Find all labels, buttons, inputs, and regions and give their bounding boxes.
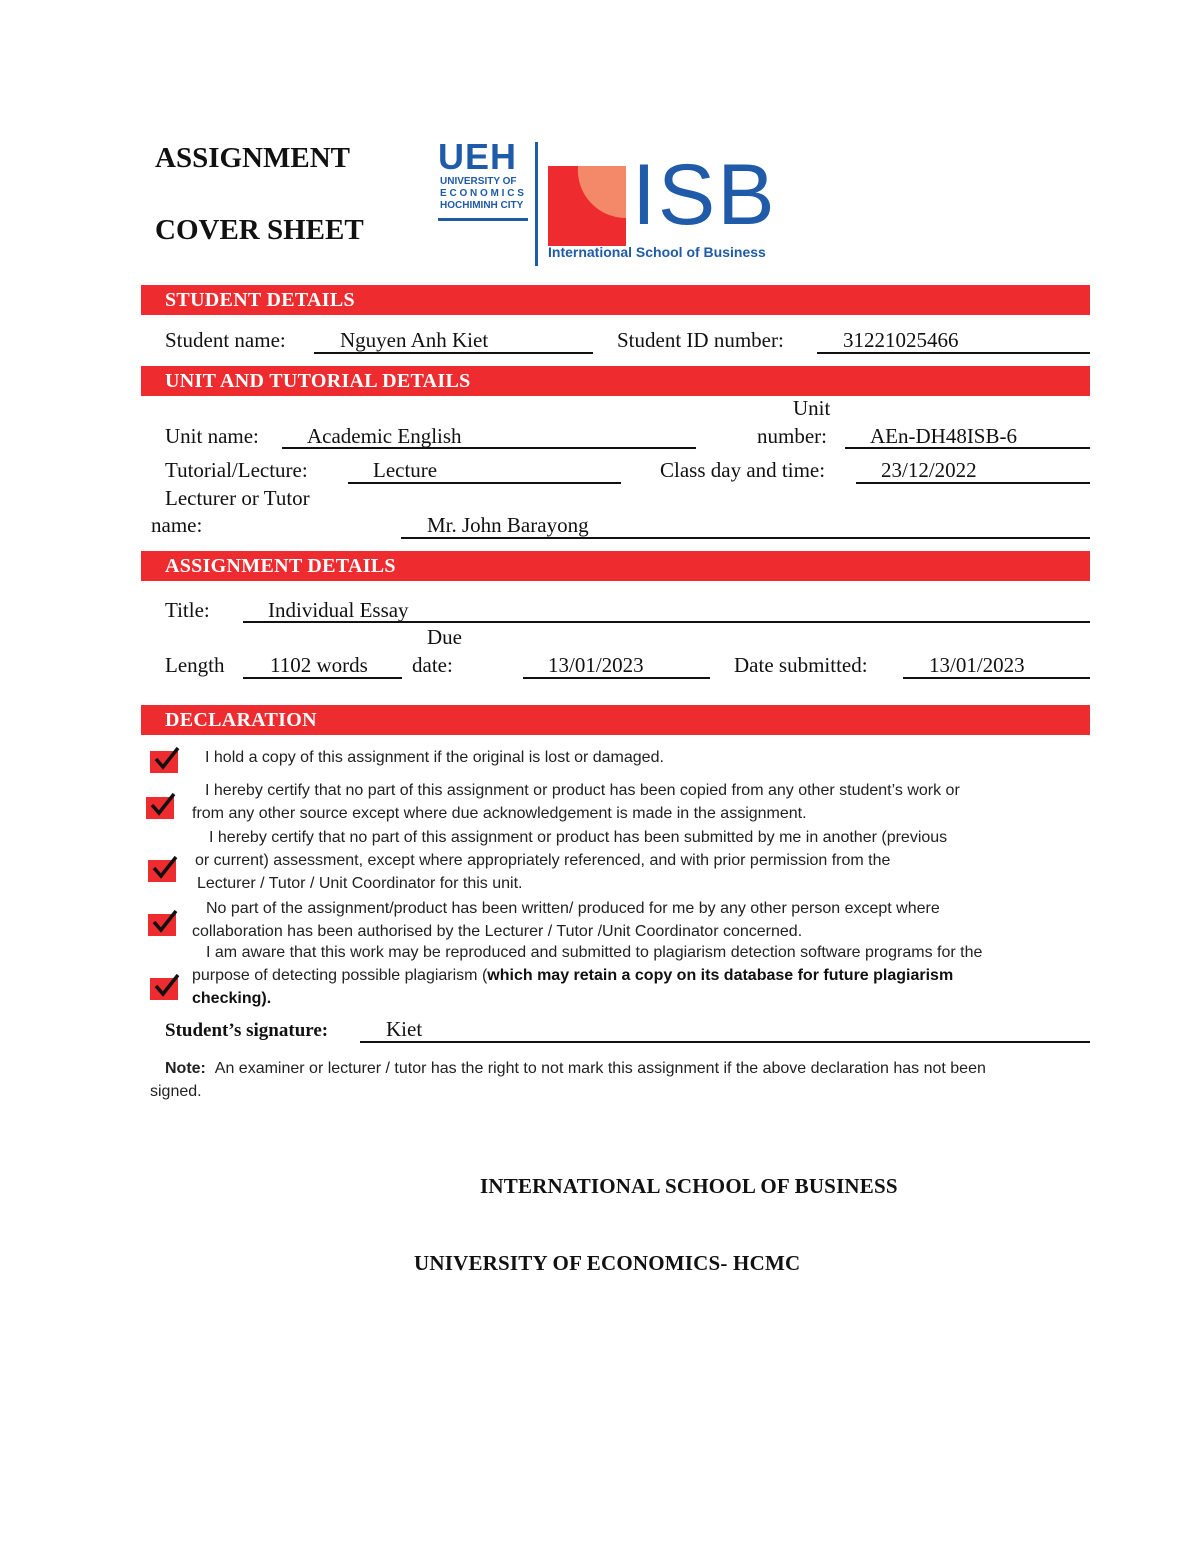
ueh-isb-logo <box>436 136 796 266</box>
student-name-value: Nguyen Anh Kiet <box>340 328 489 352</box>
date-submitted-label: Date submitted: <box>734 653 868 677</box>
declaration-item-2: I hereby certify that no part of this assignment or product has been copied from any other student’s work or from any other source except where due acknowledgement is made in the assignment. <box>192 782 960 822</box>
date-submitted-underline <box>903 677 1090 679</box>
signature-value: Kiet <box>386 1017 423 1041</box>
assignment-title-label: Title: <box>165 598 210 622</box>
note-label: Note: <box>165 1060 206 1077</box>
isb-emblem-icon <box>548 166 626 246</box>
title-line-1: ASSIGNMENT <box>155 142 350 174</box>
lecturer-value: Mr. John Barayong <box>427 513 589 537</box>
checkmark-icon <box>150 908 178 936</box>
note: Note: An examiner or lecturer / tutor has the right to not mark this assignment if the above declaration has not been signed. <box>150 1060 986 1100</box>
isb-caption: International School of Business <box>548 244 766 260</box>
title-line-2: COVER SHEET <box>155 214 364 246</box>
tutorial-underline <box>348 482 621 484</box>
declaration-checkbox-5[interactable] <box>150 978 178 1000</box>
class-day-underline <box>856 482 1090 484</box>
tutorial-label: Tutorial/Lecture: <box>165 458 308 482</box>
signature-label: Student’s signature: <box>165 1020 329 1041</box>
due-date-label-1: Due <box>427 625 462 649</box>
declaration-checkbox-3[interactable] <box>148 860 176 882</box>
tutorial-value: Lecture <box>373 458 438 482</box>
unit-number-label-1: Unit <box>793 396 831 420</box>
assignment-title-underline <box>243 621 1090 623</box>
due-date-value: 13/01/2023 <box>548 653 644 677</box>
class-day-label: Class day and time: <box>660 458 826 482</box>
length-underline <box>243 677 402 679</box>
isb-wordmark: ISB <box>632 147 777 243</box>
declaration-checkbox-2[interactable] <box>146 797 174 819</box>
declaration-item-1: I hold a copy of this assignment if the original is lost or damaged. <box>205 749 664 766</box>
unit-name-underline <box>282 447 696 449</box>
unit-number-value: AEn-DH48ISB-6 <box>870 424 1017 448</box>
checkmark-icon <box>148 791 176 819</box>
declaration-item-4: No part of the assignment/product has been written/ produced for me by any other person except where collaboration has been authorised by the Lecturer / Tutor /Unit Coordinator concerned. <box>192 900 940 940</box>
section-assignment-details: ASSIGNMENT DETAILS <box>141 551 1090 581</box>
section-declaration: DECLARATION <box>141 705 1090 735</box>
student-id-value: 31221025466 <box>843 328 959 352</box>
declaration-item-3: I hereby certify that no part of this assignment or product has been submitted by me in another (previous or current) assessment, except where appropriately referenced, and with prior permission from the Lecturer / Tutor / Unit Coordinator for this unit. <box>195 829 948 892</box>
lecturer-label-2: name: <box>151 513 203 537</box>
ueh-underline <box>438 218 528 221</box>
student-id-underline <box>817 352 1090 354</box>
footer-university: UNIVERSITY OF ECONOMICS- HCMC <box>414 1251 801 1275</box>
student-id-label: Student ID number: <box>617 328 784 352</box>
due-date-underline <box>523 677 710 679</box>
checkmark-icon <box>150 854 178 882</box>
section-student-details: STUDENT DETAILS <box>141 285 1090 315</box>
unit-number-underline <box>845 447 1090 449</box>
assignment-title-value: Individual Essay <box>268 598 409 622</box>
lecturer-label-1: Lecturer or Tutor <box>165 486 310 510</box>
footer-school: INTERNATIONAL SCHOOL OF BUSINESS <box>480 1174 898 1198</box>
section-unit-details: UNIT AND TUTORIAL DETAILS <box>141 366 1090 396</box>
logo-divider <box>535 142 538 266</box>
student-name-underline <box>314 352 593 354</box>
due-date-label-2: date: <box>412 653 453 677</box>
student-name-label: Student name: <box>165 328 286 352</box>
length-label: Length <box>165 653 225 677</box>
ueh-caption: UNIVERSITY OF E C O N O M I C S HOCHIMINH CITY <box>440 176 524 211</box>
signature-underline <box>360 1041 1090 1043</box>
unit-number-label-2: number: <box>757 424 827 448</box>
ueh-wordmark: UEH <box>438 136 518 177</box>
length-value: 1102 words <box>270 653 368 677</box>
declaration-checkbox-4[interactable] <box>148 914 176 936</box>
checkmark-icon <box>152 745 180 773</box>
lecturer-underline <box>401 537 1090 539</box>
unit-name-value: Academic English <box>307 424 462 448</box>
unit-name-label: Unit name: <box>165 424 259 448</box>
date-submitted-value: 13/01/2023 <box>929 653 1025 677</box>
declaration-checkbox-1[interactable] <box>150 751 178 773</box>
checkmark-icon <box>152 972 180 1000</box>
class-day-value: 23/12/2022 <box>881 458 977 482</box>
declaration-item-5: I am aware that this work may be reproduced and submitted to plagiarism detection software programs for the purpose of detecting possible plagiarism (which may retain a copy on its database for future plagiarism checking). <box>192 944 983 1007</box>
